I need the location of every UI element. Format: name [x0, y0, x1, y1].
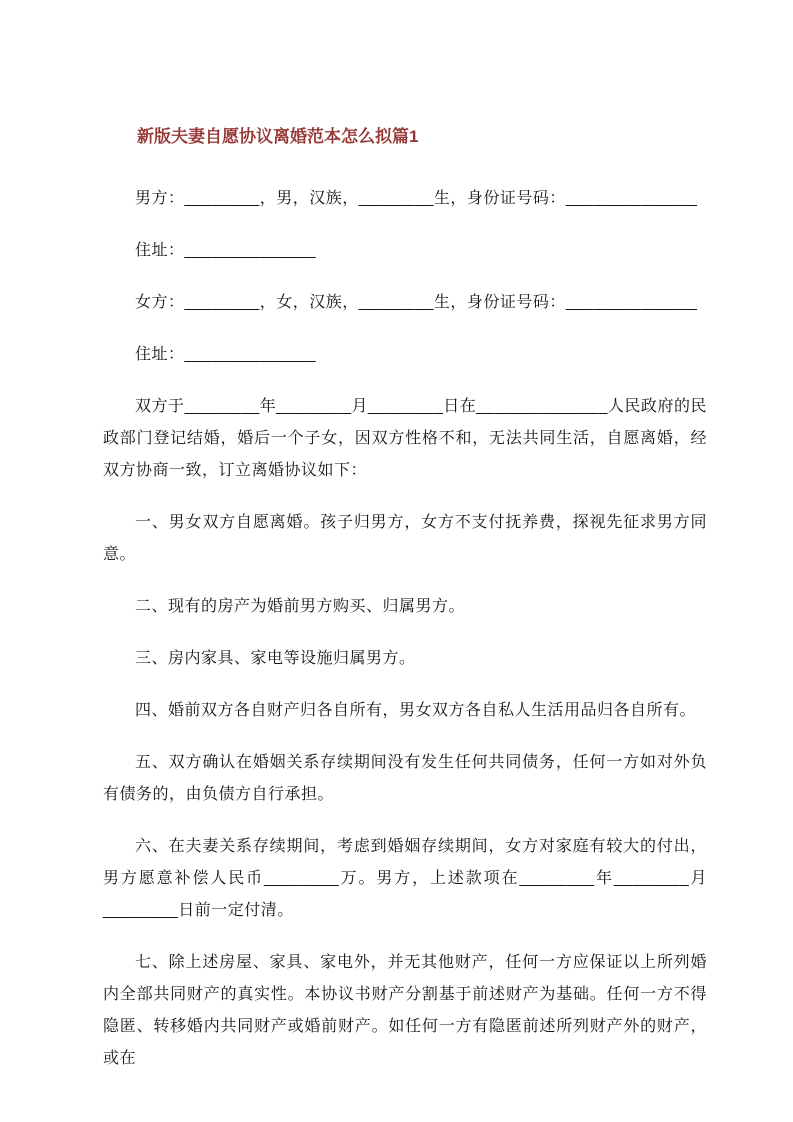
- para-preamble: 双方于________年________月________日在______________人民政府的民政部门登记结婚，婚后一个子女，因双方性格不和，无法共同生活，自愿离婚，经双方协商一致，订立离婚协议如下：: [103, 398, 707, 479]
- para-item-5: 五、双方确认在婚姻关系存续期间没有发生任何共同债务，任何一方如对外负有债务的，由负债方自行承担。: [103, 754, 707, 803]
- para-item-4: 四、婚前双方各自财产归各自所有，男女双方各自私人生活用品归各自所有。: [135, 702, 697, 719]
- para-female-info: 女方：________，女，汉族，________生，身份证号码：______________: [135, 294, 698, 311]
- para-male-address: 住址：______________: [135, 242, 317, 259]
- para-item-7: 七、除上述房屋、家具、家电外，并无其他财产，任何一方应保证以上所列婚内全部共同财产的真实性。本协议书财产分割基于前述财产为基础。任何一方不得隐匿、转移婚内共同财产或婚前财产。如任何一方有隐匿前述所列财产外的财产，或在: [103, 954, 707, 1067]
- para-male-info: 男方：________，男，汉族，________生，身份证号码：______________: [135, 190, 698, 207]
- para-item-3: 三、房内家具、家电等设施归属男方。: [135, 650, 416, 667]
- document-title: 新版夫妻自愿协议离婚范本怎么拟篇1: [137, 127, 419, 146]
- para-item-6: 六、在夫妻关系存续期间，考虑到婚姻存续期间，女方对家庭有较大的付出，男方愿意补偿人民币________万。男方，上述款项在________年________月________日前一定付清。: [103, 838, 707, 919]
- para-item-2: 二、现有的房产为婚前男方购买、归属男方。: [135, 598, 466, 615]
- para-female-address: 住址：______________: [135, 346, 317, 363]
- para-item-1: 一、男女双方自愿离婚。孩子归男方，女方不支付抚养费，探视先征求男方同意。: [103, 514, 707, 563]
